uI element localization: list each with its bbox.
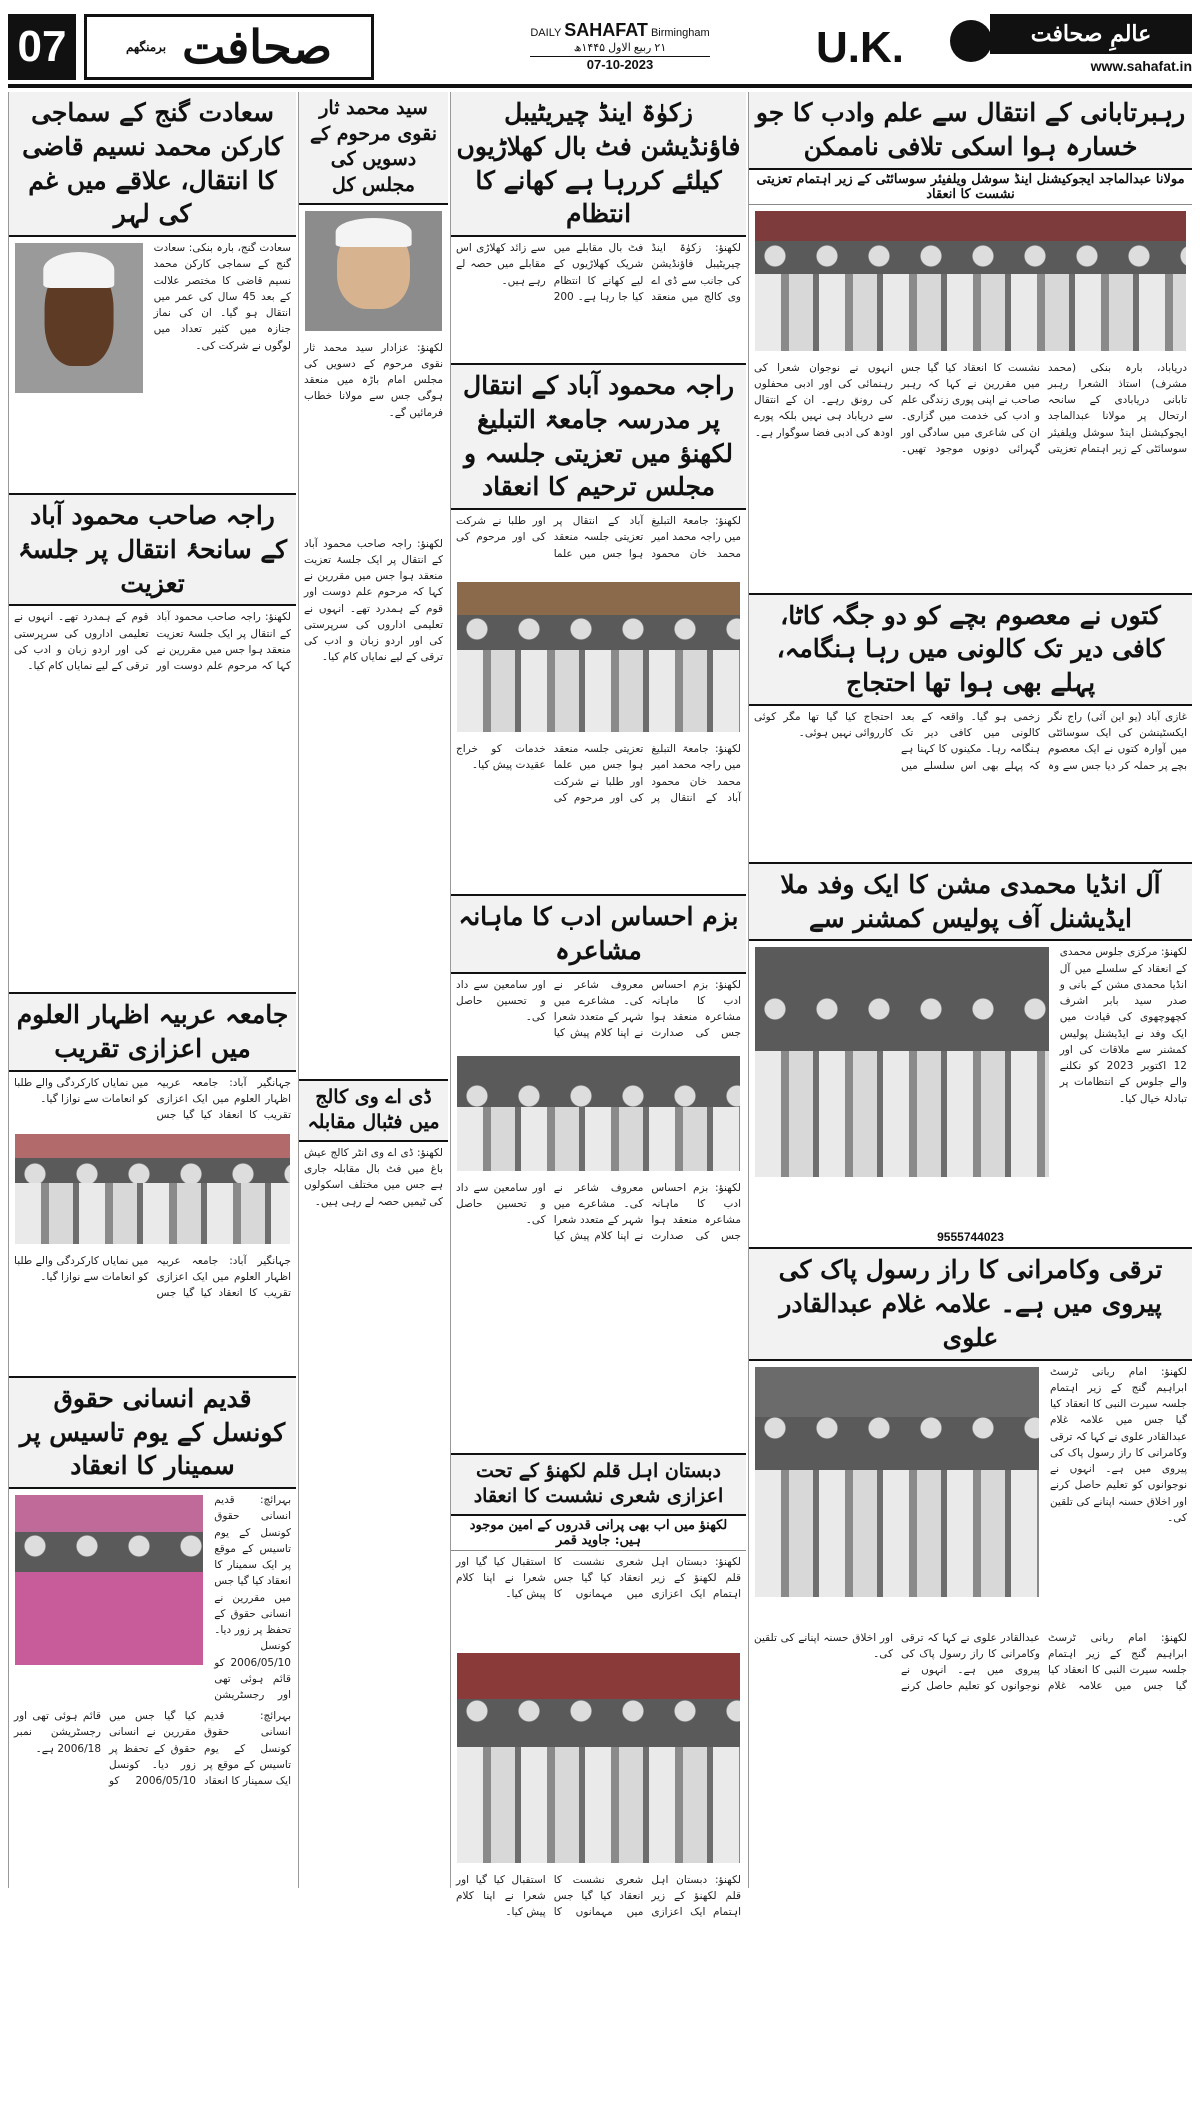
story-headline: زکوٰۃ اینڈ چیریٹیبل فاؤنڈیشن فٹ بال کھلاڑیوں کیلئے کررہا ہے کھانے کا انتظام <box>451 92 746 237</box>
story-subhead: لکھنؤ میں اب بھی پرانی قدروں کے امین موجود ہیں: جاوید قمر <box>451 1516 746 1551</box>
brand-block <box>950 14 1192 80</box>
story-headline: جامعہ عربیہ اظہار العلوم میں اعزازی تقریب <box>9 992 296 1072</box>
newspaper-logo <box>84 14 374 80</box>
column-left <box>8 92 296 1888</box>
story-body-continued: جہانگیر آباد: جامعہ عربیہ اظہار العلوم میں ایک اعزازی تقریب کا انعقاد کیا گیا جس میں نمایاں کارکردگی والے طلبا کو انعامات سے نوازا گیا۔ <box>14 1254 291 1300</box>
story-headline: راجہ صاحب محمود آباد کے سانحۂ انتقال پر جلسۂ تعزیت <box>9 493 296 606</box>
news-photo <box>755 211 1186 351</box>
issue-date: 07-10-2023 <box>530 56 710 72</box>
column-center-left <box>298 92 448 1888</box>
story-body: لکھنؤ: دبستان اہل قلم لکھنؤ کے زیر اہتمام ایک اعزازی شعری نشست کا انعقاد کیا گیا جس میں مہمانوں کا استقبال کیا گیا اور شعرا نے اپنا کلام پیش کیا۔ <box>456 1555 741 1601</box>
story-body-continued: لکھنؤ: راجہ صاحب محمود آباد کے انتقال پر ایک جلسۂ تعزیت منعقد ہوا جس میں مقررین نے کہا کہ مرحوم علم دوست اور قوم کے ہمدرد تھے۔ انہوں نے تعلیمی اداروں کی سرپرستی کی اور اردو زبان و ادب کی ترقی کے لیے نمایاں کام کیا۔ <box>304 537 443 664</box>
story-headline: بزم احساس ادب کا ماہانہ مشاعرہ <box>451 894 746 974</box>
story-body: لکھنؤ: بزم احساس ادب کا ماہانہ مشاعرہ منعقد ہوا جس کی صدارت معروف شاعر نے کی۔ مشاعرے میں شہر کے متعدد شعرا نے اپنا کلام پیش کیا اور سامعین سے داد و تحسین حاصل کی۔ <box>456 978 741 1040</box>
story-body: سعادت گنج، بارہ بنکی: سعادت گنج کے سماجی کارکن محمد نسیم قاضی کا مختصر علالت کے بعد 45 سال کی عمر میں انتقال ہو گیا۔ ان کی نماز جنازہ میں کثیر تعداد میں لوگوں نے شرکت کی۔ <box>153 242 291 352</box>
news-photo <box>755 1367 1039 1597</box>
news-photo <box>15 1134 290 1244</box>
logo-text: صحافت <box>182 20 333 74</box>
story-body-continued: لکھنؤ: امام ربانی ٹرسٹ ابراہیم گنج کے زیر اہتمام جلسہ سیرت النبی کا انعقاد کیا گیا جس میں علامہ غلام عبدالقادر علوی نے کہا کہ ترقی وکامرانی کا راز رسول پاک کی پیروی میں ہے۔ انہوں نے نوجوانوں کو تعلیم حاصل کرنے اور اخلاق حسنہ اپنانے کی تلقین کی۔ <box>754 1631 1187 1693</box>
story-subhead: مولانا عبدالماجد ایجوکیشنل اینڈ سوشل ویلفیئر سوسائٹی کے زیر اہتمام تعزیتی نشست کا انعقاد <box>749 170 1192 205</box>
story-body: بہرائچ: قدیم انسانی حقوق کونسل کے یوم تاسیس کے موقع پر ایک سمینار کا انعقاد کیا گیا جس میں مقررین نے انسانی حقوق کے تحفظ پر زور دیا۔ کونسل 2006/05/10 کو قائم ہوئی تھی اور رجسٹریشن <box>214 1494 291 1702</box>
story-body: دریاباد، بارہ بنکی (محمد مشرف) استاذ الشعرا رہبر تابانی دریابادی کے سانحہ ارتحال پر مولانا عبدالماجد ایجوکیشنل اینڈ سوشل ویلفیئر سوسائٹی کے زیر اہتمام تعزیتی نشست کا انعقاد کیا گیا جس میں مقررین نے کہا کہ رہبر صاحب نے اپنی پوری زندگی علم و ادب کی خدمت میں گزاری۔ ان کی شاعری میں سادگی اور گہرائی دونوں موجود تھیں۔ انہوں نے نوجوان شعرا کی رہنمائی کی اور ادبی محفلوں کی رونق رہے۔ ان کے انتقال سے دریاباد ہی نہیں بلکہ پورے اودھ کی ادبی فضا سوگوار ہے۔ <box>754 361 1187 455</box>
story-headline: ڈی اے وی کالج میں فٹبال مقابلہ <box>299 1079 448 1142</box>
story-headline: قدیم انسانی حقوق کونسل کے یوم تاسیس پر سمینار کا انعقاد <box>9 1376 296 1489</box>
hijri-date: ۲۱ ربیع الاول ۱۴۴۵ھ <box>573 42 667 54</box>
story-body: غازی آباد (یو این آئی) راج نگر ایکسٹینشن کی ایک سوسائٹی میں آوارہ کتوں نے ایک معصوم بچے پر حملہ کر دیا جس سے وہ زخمی ہو گیا۔ واقعہ کے بعد کالونی میں کافی دیر تک ہنگامہ رہا۔ مکینوں کا کہنا ہے کہ پہلے بھی اس سلسلے میں احتجاج کیا گیا تھا مگر کوئی کارروائی نہیں ہوئی۔ <box>754 710 1187 772</box>
page-number: 07 <box>8 14 76 80</box>
paper-name: SAHAFAT <box>564 20 648 40</box>
story-headline: رہبرتابانی کے انتقال سے علم وادب کا جو خسارہ ہوا اسکی تلافی ناممکن <box>749 92 1192 170</box>
story-headline: سعادت گنج کے سماجی کارکن محمد نسیم قاضی کا انتقال، علاقے میں غم کی لہر <box>9 92 296 237</box>
story-headline: ترقی وکامرانی کا راز رسول پاک کی پیروی میں ہے۔ علامہ غلام عبدالقادر علوی <box>749 1247 1192 1360</box>
brand-banner: عالمِ صحافت <box>990 14 1192 54</box>
news-photo <box>15 1495 203 1665</box>
column-center-right <box>450 92 746 1919</box>
city-label: Birmingham <box>650 27 710 39</box>
edition-label: U.K. <box>816 23 904 72</box>
story-body: لکھنؤ: مرکزی جلوس محمدی کے انعقاد کے سلسلے میں آل انڈیا محمدی مشن کے بانی و صدر سید بابر اشرف کچھوچھوی کی قیادت میں ایک وفد نے ایڈیشنل پولیس کمشنر سے ملاقات کی اور 12 اکتوبر 2023 کو نکلنے والے جلوس کے انتظامات پر تبادلۂ خیال کیا۔ <box>1059 946 1187 1105</box>
story-body: لکھنؤ: زکوٰۃ اینڈ چیریٹیبل فاؤنڈیشن کی جانب سے ڈی اے وی کالج میں منعقد فٹ بال مقابلے میں شریک کھلاڑیوں کے لیے کھانے کا انتظام کیا جا رہا ہے۔ 200 سے زائد کھلاڑی اس مقابلے میں حصہ لے رہے ہیں۔ <box>456 242 741 303</box>
news-photo <box>755 947 1049 1177</box>
news-photo <box>457 582 740 732</box>
masthead-rule <box>8 84 1192 88</box>
news-photo <box>457 1653 740 1863</box>
story-body: لکھنؤ: امام ربانی ٹرسٹ ابراہیم گنج کے زیر اہتمام جلسہ سیرت النبی کا انعقاد کیا گیا جس میں علامہ غلام عبدالقادر علوی نے کہا کہ ترقی وکامرانی کا راز رسول پاک کی پیروی میں ہے۔ انہوں نے نوجوانوں کو تعلیم حاصل کرنے اور اخلاق حسنہ اپنانے کی تلقین کی۔ <box>1049 1365 1187 1524</box>
portrait-photo <box>15 243 143 393</box>
story-body-continued: لکھنؤ: دبستان اہل قلم لکھنؤ کے زیر اہتمام ایک اعزازی شعری نشست کا انعقاد کیا گیا جس میں مہمانوں کا استقبال کیا گیا اور شعرا نے اپنا کلام پیش کیا۔ <box>456 1873 741 1919</box>
story-headline: سید محمد ثار نقوی مرحوم کے دسویں کی مجلس کل <box>299 92 448 205</box>
story-headline: دبستان اہل قلم لکھنؤ کے تحت اعزازی شعری نشست کا انعقاد <box>451 1453 746 1516</box>
story-body-continued: لکھنؤ: بزم احساس ادب کا ماہانہ مشاعرہ منعقد ہوا جس کی صدارت معروف شاعر نے کی۔ مشاعرے میں شہر کے متعدد شعرا نے اپنا کلام پیش کیا اور سامعین سے داد و تحسین حاصل کی۔ <box>456 1181 741 1243</box>
story-body: لکھنؤ: جامعۃ التبلیغ میں راجہ محمد امیر محمد خان محمود آباد کے انتقال پر تعزیتی جلسہ منعقد ہوا جس میں علما اور طلبا نے شرکت کی اور مرحوم کی <box>456 515 741 560</box>
story-body: لکھنؤ: راجہ صاحب محمود آباد کے انتقال پر ایک جلسۂ تعزیت منعقد ہوا جس میں مقررین نے کہا کہ مرحوم علم دوست اور قوم کے ہمدرد تھے۔ انہوں نے تعلیمی اداروں کی سرپرستی کی اور اردو زبان و ادب کی ترقی کے لیے نمایاں کام کیا۔ <box>14 611 291 673</box>
story-body-continued: لکھنؤ: جامعۃ التبلیغ میں راجہ محمد امیر محمد خان محمود آباد کے انتقال پر تعزیتی جلسہ منعقد ہوا جس میں علما اور طلبا نے شرکت کی اور مرحوم کی خدمات کو خراج عقیدت پیش کیا۔ <box>456 743 741 804</box>
phone-number: 9555744023 <box>937 1230 1004 1245</box>
daily-label: DAILY <box>530 27 562 39</box>
story-headline: کتوں نے معصوم بچے کو دو جگہ کاٹا، کافی دیر تک کالونی میں رہا ہنگامہ، پہلے بھی ہوا تھا احتجاج <box>749 593 1192 706</box>
story-body: جہانگیر آباد: جامعہ عربیہ اظہار العلوم میں ایک اعزازی تقریب کا انعقاد کیا گیا جس میں نمایاں کارکردگی والے طلبا کو انعامات سے نوازا گیا۔ <box>14 1076 291 1122</box>
story-headline: راجہ محمود آباد کے انتقال پر مدرسہ جامعۃ التبلیغ لکھنؤ میں تعزیتی جلسہ و مجلس ترحیم کا انعقاد <box>451 363 746 510</box>
story-body-continued: بہرائچ: قدیم انسانی حقوق کونسل کے یوم تاسیس کے موقع پر ایک سمینار کا انعقاد کیا گیا جس میں مقررین نے انسانی حقوق کے تحفظ پر زور دیا۔ کونسل 2006/05/10 کو قائم ہوئی تھی اور رجسٹریشن نمبر 2006/18 ہے۔ <box>14 1710 291 1788</box>
story-body: لکھنؤ: ڈی اے وی انٹر کالج عیش باغ میں فٹ بال مقابلہ جاری ہے جس میں مختلف اسکولوں کی ٹیمیں حصہ لے رہی ہیں۔ <box>304 1146 443 1208</box>
logo-tag: برمنگھم <box>125 40 167 54</box>
story-body: لکھنؤ: عزادار سید محمد ثار نقوی مرحوم کے دسویں کی مجلس امام باڑہ میں منعقد ہوگی جس سے مولانا خطاب فرمائیں گے۔ <box>304 341 443 419</box>
column-right <box>748 92 1192 1888</box>
website-url[interactable]: www.sahafat.in <box>1090 58 1192 74</box>
news-photo <box>457 1056 740 1171</box>
globe-icon <box>950 20 992 62</box>
portrait-photo <box>305 211 442 331</box>
story-headline: آل انڈیا محمدی مشن کا ایک وفد ملا ایڈیشنل آف پولیس کمشنر سے <box>749 862 1192 942</box>
dateline <box>530 20 710 80</box>
